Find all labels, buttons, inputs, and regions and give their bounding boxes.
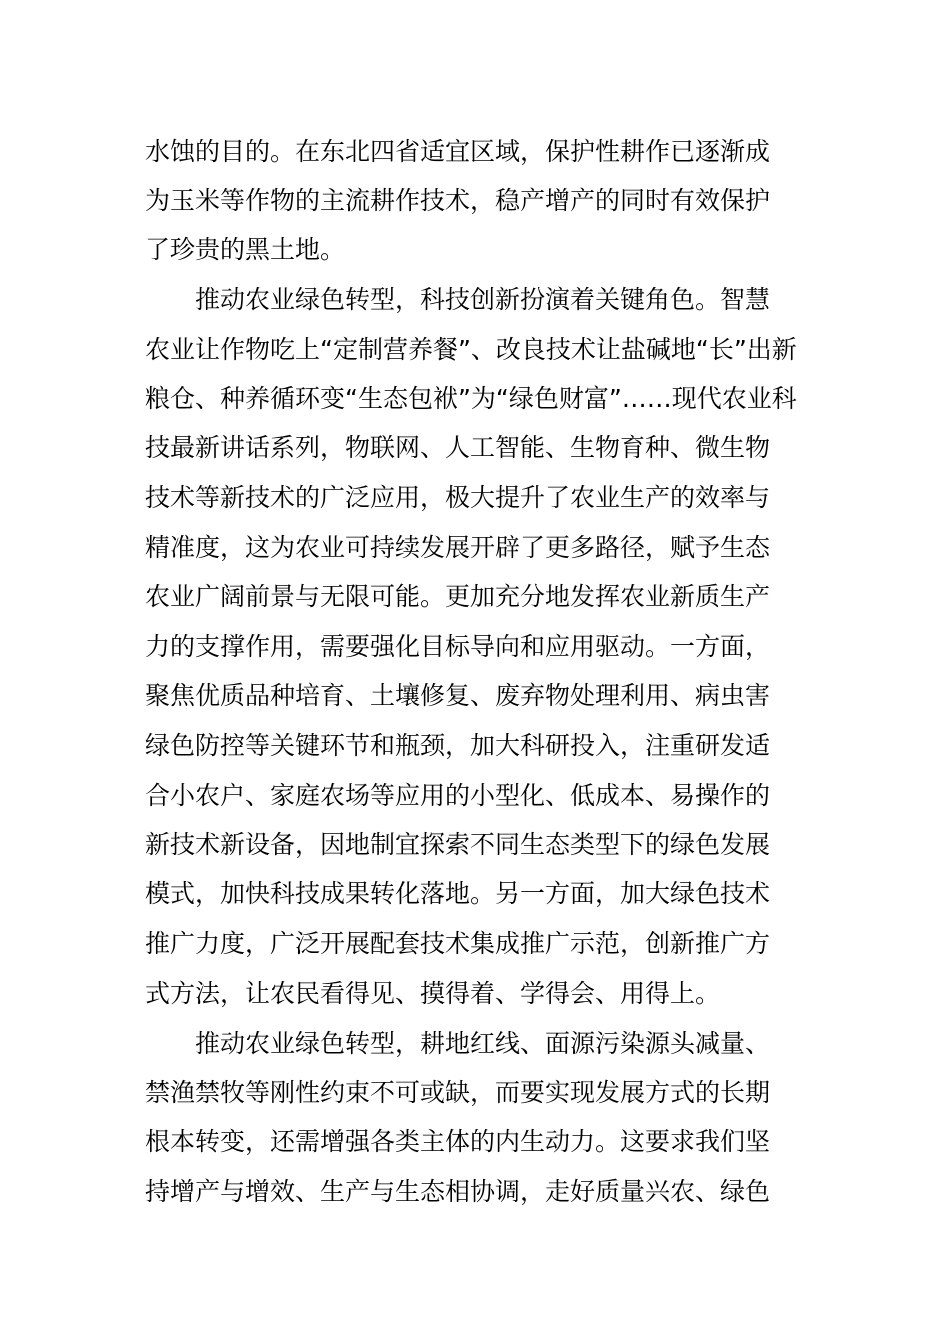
text-line: 合小农户、家庭农场等应用的小型化、低成本、易操作的 xyxy=(145,781,771,810)
text-line: 了珍贵的黑土地。 xyxy=(145,235,346,264)
text-line: 精准度，这为农业可持续发展开辟了更多路径，赋予生态 xyxy=(145,533,771,562)
text-line: 聚焦优质品种培育、土壤修复、废弃物处理利用、病虫害 xyxy=(145,681,771,710)
text-line: 新技术新设备，因地制宜探索不同生态类型下的绿色发展 xyxy=(145,830,771,859)
text-line: 力的支撑作用，需要强化目标导向和应用驱动。一方面， xyxy=(145,632,771,661)
text-line: 禁渔禁牧等刚性约束不可或缺，而要实现发展方式的长期 xyxy=(145,1078,771,1107)
paragraph-start-line: 推动农业绿色转型，耕地红线、面源污染源头减量、 xyxy=(195,1029,771,1058)
text-line: 农业让作物吃上“定制营养餐”、改良技术让盐碱地“长”出新 xyxy=(145,335,797,364)
paragraph-start-line: 推动农业绿色转型，科技创新扮演着关键角色。智慧 xyxy=(195,285,771,314)
text-line: 技术等新技术的广泛应用，极大提升了农业生产的效率与 xyxy=(145,483,771,512)
text-line: 推广力度，广泛开展配套技术集成推广示范，创新推广方 xyxy=(145,929,771,958)
text-line: 根本转变，还需增强各类主体的内生动力。这要求我们坚 xyxy=(145,1127,771,1156)
text-line: 持增产与增效、生产与生态相协调，走好质量兴农、绿色 xyxy=(145,1177,771,1206)
text-line: 为玉米等作物的主流耕作技术，稳产增产的同时有效保护 xyxy=(145,186,771,215)
text-line: 水蚀的目的。在东北四省适宜区域，保护性耕作已逐渐成 xyxy=(145,137,771,166)
text-line: 式方法，让农民看得见、摸得着、学得会、用得上。 xyxy=(145,979,721,1008)
text-line: 绿色防控等关键环节和瓶颈，加大科研投入，注重研发适 xyxy=(145,731,771,760)
text-line: 模式，加快科技成果转化落地。另一方面，加大绿色技术 xyxy=(145,879,771,908)
text-line: 粮仓、种养循环变“生态包袱”为“绿色财富”……现代农业科 xyxy=(145,384,797,413)
text-line: 技最新讲话系列，物联网、人工智能、生物育种、微生物 xyxy=(145,433,771,462)
text-line: 农业广阔前景与无限可能。更加充分地发挥农业新质生产 xyxy=(145,582,771,611)
